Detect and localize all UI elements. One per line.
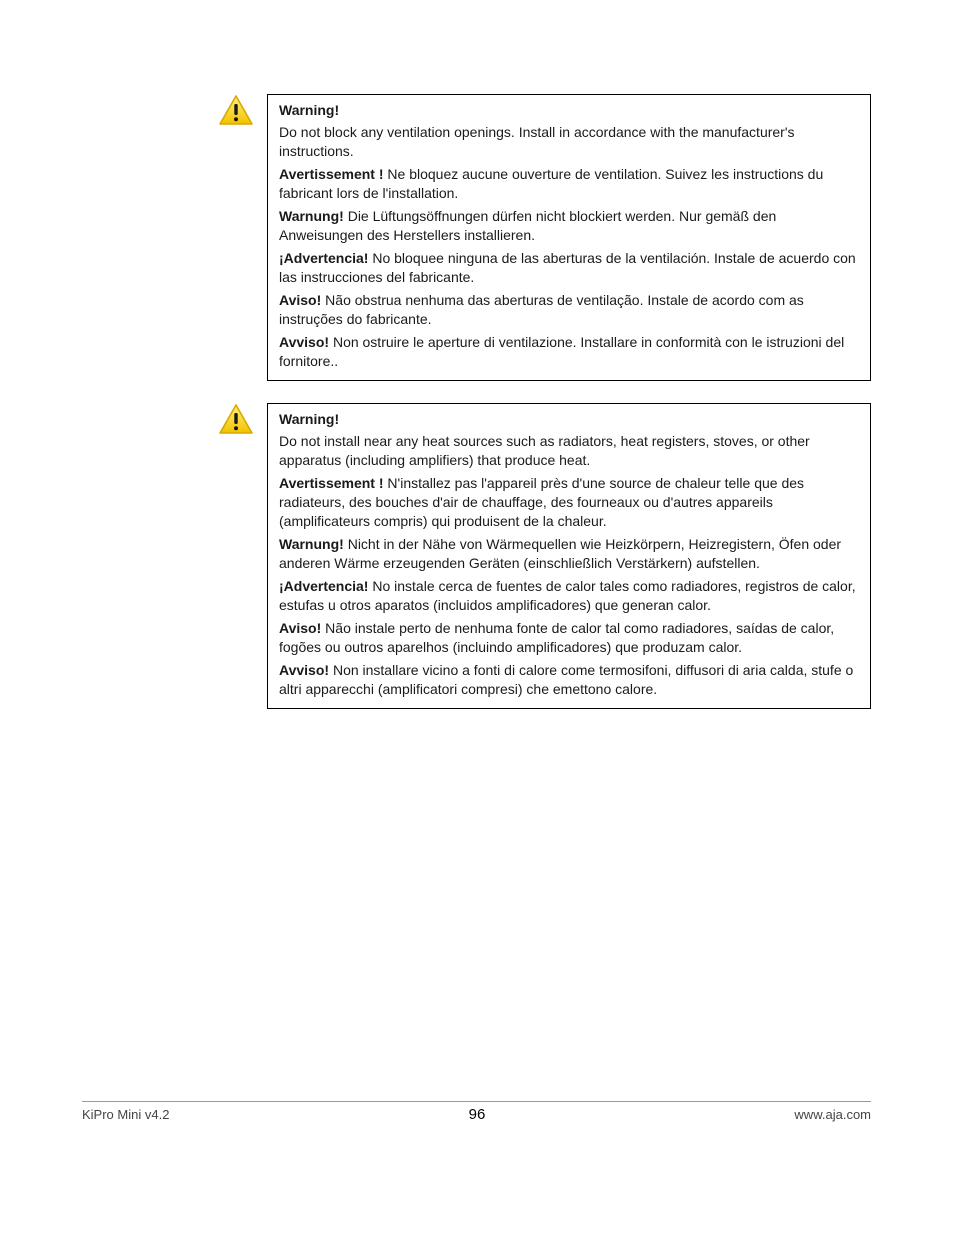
warning-text-german [279,535,860,573]
lead-label: Avertissement ! [279,166,384,182]
warning-text-english: Do not block any ventilation openings. Install in accordance with the manufacturer's instructions. [279,124,795,159]
footer-product-name: KiPro Mini v4.2 [82,1107,170,1122]
warning-text-french [279,165,860,203]
paragraph-text: Nicht in der Nähe von Wärmequellen wie Heizkörpern, Heizregistern, Öfen oder anderen Wärme erzeugenden Geräten (einschließlich Verstärkern) aufstellen. [279,536,842,571]
paragraph-text: Não obstrua nenhuma das aberturas de ventilação. Instale de acordo com as instruções do fabricante. [279,292,804,327]
lead-label: Avviso! [279,662,330,678]
warning-text-italian [279,661,860,699]
warning-text-english: Do not install near any heat sources such as radiators, heat registers, stoves, or other apparatus (including amplifiers) that produce heat. [279,433,810,468]
footer-divider [82,1101,871,1102]
paragraph-text: No instale cerca de fuentes de calor tales como radiadores, registros de calor, estufas u otros aparatos (incluidos amplificadores) que generan calor. [279,578,856,613]
paragraph-text: No bloquee ninguna de las aberturas de la ventilación. Instale de acuerdo con las instrucciones del fabricante. [279,250,856,285]
lead-label: Avertissement ! [279,475,384,491]
paragraph-text: Die Lüftungsöffnungen dürfen nicht blockiert werden. Nur gemäß den Anweisungen des Herstellers installieren. [279,208,777,243]
warning-text-french [279,474,860,531]
lead-label: Avviso! [279,334,330,350]
page-number: 96 [468,1106,486,1123]
warning-triangle-icon [218,403,254,435]
paragraph-text: Ne bloquez aucune ouverture de ventilation. Suivez les instructions du fabricant lors de l'installation. [279,166,824,201]
warning-text-portuguese [279,291,860,329]
warning-title: Warning! [279,102,340,118]
lead-label: ¡Advertencia! [279,250,369,266]
paragraph-text: N'installez pas l'appareil près d'une source de chaleur telle que des radiateurs, des bouches d'air de chauffage, des fourneaux ou d'autres appareils (amplificateurs compris) qui produisent de la chaleur. [279,475,805,529]
warning-box [267,403,871,709]
warning-text-portuguese [279,619,860,657]
lead-label: Aviso! [279,292,322,308]
warning-box [267,94,871,381]
paragraph-text: Non installare vicino a fonti di calore come termosifoni, diffusori di aria calda, stufe o altri apparecchi (amplificatori compresi) che emettono calore. [279,662,854,697]
warning-triangle-icon [218,94,254,126]
warning-text-spanish [279,577,860,615]
lead-label: Warnung! [279,208,344,224]
paragraph-text: Não instale perto de nenhuma fonte de calor tal como radiadores, saídas de calor, fogões ou outros aparelhos (incluindo amplificadores) que produzam calor. [279,620,835,655]
warning-text-italian [279,333,860,371]
lead-label: ¡Advertencia! [279,578,369,594]
warning-text-german [279,207,860,245]
paragraph-text: Non ostruire le aperture di ventilazione. Installare in conformità con le istruzioni del fornitore.. [279,334,845,369]
footer-website-link[interactable]: www.aja.com [794,1107,871,1122]
lead-label: Aviso! [279,620,322,636]
warning-title: Warning! [279,411,340,427]
lead-label: Warnung! [279,536,344,552]
warning-text-spanish [279,249,860,287]
